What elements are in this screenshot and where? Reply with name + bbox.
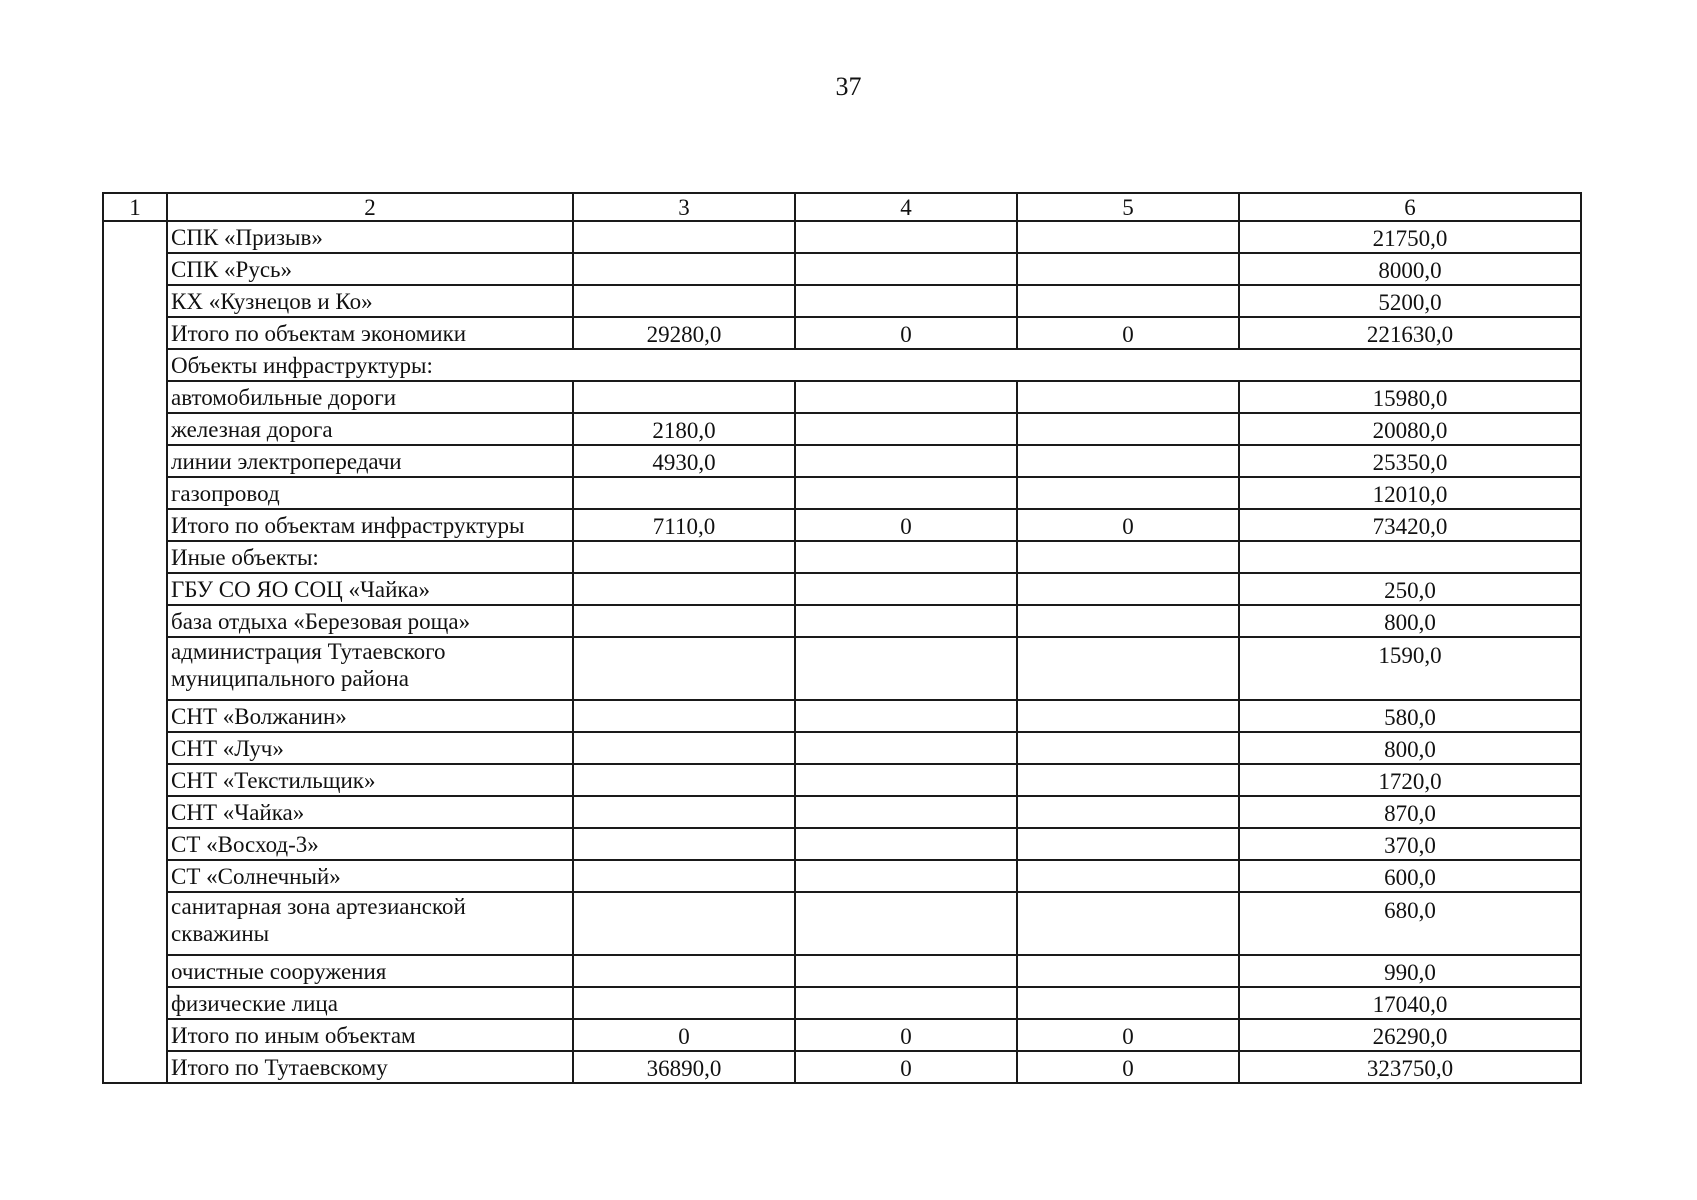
object-name-cell: линии электропередачи [167, 445, 573, 477]
value-cell-5 [1017, 892, 1239, 955]
column-header-3: 3 [573, 193, 795, 221]
table-row [103, 221, 1581, 253]
value-cell-3 [573, 541, 795, 573]
value-cell-4: 0 [795, 1019, 1017, 1051]
table-row [103, 1051, 1581, 1083]
value-cell-3 [573, 637, 795, 700]
object-name-cell: СПК «Русь» [167, 253, 573, 285]
value-cell-5 [1017, 828, 1239, 860]
value-cell-5: 0 [1017, 317, 1239, 349]
object-name-cell: железная дорога [167, 413, 573, 445]
value-cell-6: 21750,0 [1239, 221, 1581, 253]
value-cell-3 [573, 700, 795, 732]
object-name-cell: автомобильные дороги [167, 381, 573, 413]
value-cell-4 [795, 637, 1017, 700]
object-name-cell: санитарная зона артезианской скважины [167, 892, 573, 955]
value-cell-3 [573, 732, 795, 764]
value-cell-6: 8000,0 [1239, 253, 1581, 285]
table-row [103, 732, 1581, 764]
value-cell-5 [1017, 955, 1239, 987]
value-cell-5 [1017, 987, 1239, 1019]
value-cell-5: 0 [1017, 509, 1239, 541]
table-row [103, 955, 1581, 987]
value-cell-6: 800,0 [1239, 732, 1581, 764]
value-cell-6: 250,0 [1239, 573, 1581, 605]
value-cell-5 [1017, 541, 1239, 573]
value-cell-4 [795, 955, 1017, 987]
value-cell-3 [573, 796, 795, 828]
value-cell-3 [573, 285, 795, 317]
value-cell-6: 5200,0 [1239, 285, 1581, 317]
value-cell-5 [1017, 285, 1239, 317]
object-name-cell: физические лица [167, 987, 573, 1019]
object-name-cell: администрация Тутаевского муниципального района [167, 637, 573, 700]
value-cell-3 [573, 477, 795, 509]
value-cell-6: 370,0 [1239, 828, 1581, 860]
table-row [103, 253, 1581, 285]
value-cell-6: 17040,0 [1239, 987, 1581, 1019]
value-cell-4 [795, 860, 1017, 892]
value-cell-5 [1017, 221, 1239, 253]
value-cell-4 [795, 987, 1017, 1019]
value-cell-4 [795, 700, 1017, 732]
value-cell-6: 600,0 [1239, 860, 1581, 892]
column-header-4: 4 [795, 193, 1017, 221]
value-cell-4 [795, 413, 1017, 445]
table-row [103, 541, 1581, 573]
value-cell-3: 36890,0 [573, 1051, 795, 1083]
value-cell-5 [1017, 381, 1239, 413]
section-row [103, 349, 1581, 381]
value-cell-4 [795, 796, 1017, 828]
object-name-cell: СНТ «Луч» [167, 732, 573, 764]
value-cell-4 [795, 541, 1017, 573]
value-cell-5: 0 [1017, 1019, 1239, 1051]
value-cell-3 [573, 860, 795, 892]
table-row [103, 381, 1581, 413]
value-cell-3 [573, 605, 795, 637]
column-header-2: 2 [167, 193, 573, 221]
value-cell-4 [795, 221, 1017, 253]
object-name-cell: Итого по Тутаевскому [167, 1051, 573, 1083]
value-cell-3: 2180,0 [573, 413, 795, 445]
table-row [103, 605, 1581, 637]
value-cell-4 [795, 445, 1017, 477]
value-cell-4 [795, 573, 1017, 605]
table-row [103, 317, 1581, 349]
value-cell-6 [1239, 541, 1581, 573]
value-cell-3 [573, 892, 795, 955]
table-row [103, 828, 1581, 860]
value-cell-5 [1017, 860, 1239, 892]
value-cell-6: 990,0 [1239, 955, 1581, 987]
column-header-5: 5 [1017, 193, 1239, 221]
value-cell-6: 1590,0 [1239, 637, 1581, 700]
value-cell-3 [573, 221, 795, 253]
value-cell-6: 73420,0 [1239, 509, 1581, 541]
column-header-1: 1 [103, 193, 167, 221]
value-cell-4 [795, 605, 1017, 637]
value-cell-6: 800,0 [1239, 605, 1581, 637]
page-number: 37 [835, 72, 862, 101]
section-title: Объекты инфраструктуры: [167, 349, 1581, 381]
value-cell-4 [795, 285, 1017, 317]
value-cell-3 [573, 573, 795, 605]
object-name-cell: КХ «Кузнецов и Ко» [167, 285, 573, 317]
object-name-cell: СНТ «Волжанин» [167, 700, 573, 732]
table-row [103, 637, 1581, 700]
column-header-6: 6 [1239, 193, 1581, 221]
object-name-cell: СПК «Призыв» [167, 221, 573, 253]
object-name-cell: Итого по объектам экономики [167, 317, 573, 349]
value-cell-6: 12010,0 [1239, 477, 1581, 509]
value-cell-3 [573, 987, 795, 1019]
table-row [103, 860, 1581, 892]
value-cell-6: 26290,0 [1239, 1019, 1581, 1051]
table-row [103, 477, 1581, 509]
table-row [103, 796, 1581, 828]
value-cell-4 [795, 892, 1017, 955]
value-cell-6: 1720,0 [1239, 764, 1581, 796]
object-name-cell: СТ «Восход-3» [167, 828, 573, 860]
value-cell-6: 580,0 [1239, 700, 1581, 732]
value-cell-5 [1017, 413, 1239, 445]
table-row [103, 892, 1581, 955]
value-cell-5 [1017, 764, 1239, 796]
value-cell-4 [795, 477, 1017, 509]
object-name-cell: база отдыха «Березовая роща» [167, 605, 573, 637]
value-cell-6: 323750,0 [1239, 1051, 1581, 1083]
value-cell-5 [1017, 445, 1239, 477]
table-row [103, 413, 1581, 445]
table-row [103, 1019, 1581, 1051]
value-cell-5 [1017, 700, 1239, 732]
value-cell-3: 4930,0 [573, 445, 795, 477]
object-name-cell: Итого по объектам инфраструктуры [167, 509, 573, 541]
value-cell-5 [1017, 477, 1239, 509]
value-cell-4: 0 [795, 509, 1017, 541]
value-cell-4 [795, 828, 1017, 860]
value-cell-4 [795, 732, 1017, 764]
value-cell-3: 0 [573, 1019, 795, 1051]
value-cell-4 [795, 253, 1017, 285]
value-cell-3: 7110,0 [573, 509, 795, 541]
column-header-row [103, 193, 1581, 221]
value-cell-6: 870,0 [1239, 796, 1581, 828]
value-cell-6: 25350,0 [1239, 445, 1581, 477]
land-allocation-table [102, 192, 1582, 1084]
object-name-cell: газопровод [167, 477, 573, 509]
table-row [103, 285, 1581, 317]
object-name-cell: СНТ «Текстильщик» [167, 764, 573, 796]
table-row [103, 987, 1581, 1019]
object-name-cell: ГБУ СО ЯО СОЦ «Чайка» [167, 573, 573, 605]
value-cell-4 [795, 764, 1017, 796]
object-name-cell: СНТ «Чайка» [167, 796, 573, 828]
value-cell-3 [573, 955, 795, 987]
value-cell-5 [1017, 573, 1239, 605]
value-cell-4: 0 [795, 317, 1017, 349]
value-cell-3: 29280,0 [573, 317, 795, 349]
value-cell-6: 15980,0 [1239, 381, 1581, 413]
value-cell-6: 221630,0 [1239, 317, 1581, 349]
value-cell-5 [1017, 796, 1239, 828]
row-number-cell [103, 221, 167, 1083]
object-name-cell: очистные сооружения [167, 955, 573, 987]
value-cell-5 [1017, 732, 1239, 764]
object-name-cell: СТ «Солнечный» [167, 860, 573, 892]
table-row [103, 509, 1581, 541]
value-cell-5 [1017, 605, 1239, 637]
value-cell-3 [573, 764, 795, 796]
table-row [103, 445, 1581, 477]
value-cell-5: 0 [1017, 1051, 1239, 1083]
value-cell-6: 680,0 [1239, 892, 1581, 955]
value-cell-4: 0 [795, 1051, 1017, 1083]
object-name-cell: Итого по иным объектам [167, 1019, 573, 1051]
value-cell-3 [573, 381, 795, 413]
table-row [103, 573, 1581, 605]
value-cell-5 [1017, 637, 1239, 700]
object-name-cell: Иные объекты: [167, 541, 573, 573]
value-cell-6: 20080,0 [1239, 413, 1581, 445]
value-cell-3 [573, 828, 795, 860]
table-row [103, 700, 1581, 732]
value-cell-3 [573, 253, 795, 285]
value-cell-5 [1017, 253, 1239, 285]
table-row [103, 764, 1581, 796]
value-cell-4 [795, 381, 1017, 413]
